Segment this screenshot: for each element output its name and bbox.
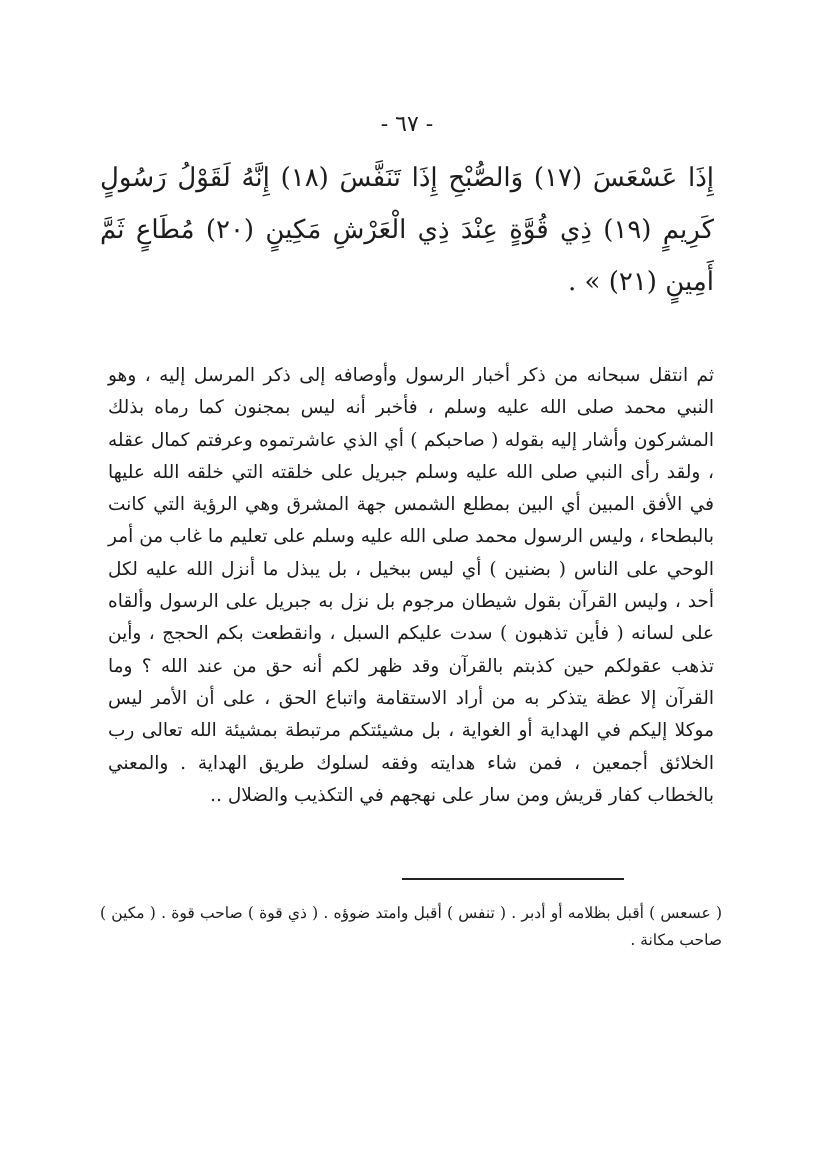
commentary-paragraph: ثم انتقل سبحانه من ذكر أخبار الرسول وأوصافه إلى ذكر المرسل إليه ، وهو النبي محمد صلى الله عليه وسلم ، فأخبر أنه ليس بمجنون كما رماه بذلك المشركون وأشار إليه بقوله ( صاحبكم ) أي الذي عاشرتموه وعرفتم كمال عقله ، ولقد رأى النبي صلى الله عليه وسلم جبريل على خلقته التي خلقه الله عليها في الأفق المبين أي البين بمطلع الشمس جهة المشرق وهي الرؤية التي كانت بالبطحاء ، وليس الرسول محمد صلى الله عليه وسلم على تعليم ما غاب من أمر الوحي على الناس ( بضنين ) أي ليس ببخيل ، بل يبذل ما أنزل الله عليه لكل أحد ، وليس القرآن بقول شيطان مرجوم بل نزل به جبريل على الرسول وألقاه على لسانه ( فأين تذهبون ) سدت عليكم السبل ، وانقطعت بكم الحجج ، وأين تذهب عقولكم حين كذبتم بالقرآن وقد ظهر لكم أنه حق من عند الله ؟ وما القرآن إلا عظة يتذكر به من أراد الاستقامة واتباع الحق ، على أن الأمر ليس موكلا إليكم في الهداية أو الغواية ، بل مشيئتكم مرتبطة بمشيئة الله تعالى رب الخلائق أجمعين ، فمن شاء هدايته وفقه لسلوك طريق الهداية . والمعني بالخطاب كفار قريش ومن سار على نهجهم في التكذيب والضلال .. xyxy=(108,365,714,806)
quran-verse: إِذَا عَسْعَسَ (١٧) وَالصُّبْحِ إِذَا تَنَفَّسَ (١٨) إِنَّهُ لَقَوْلُ رَسُولٍ كَرِيمٍ (١٩) ذِي قُوَّةٍ عِنْدَ ذِي الْعَرْشِ مَكِينٍ (٢٠) مُطَاعٍ ثَمَّ أَمِينٍ (٢١) » . xyxy=(100,163,715,297)
page-number: - ٦٧ - xyxy=(380,112,434,137)
footnote: ( عسعس ) أقبل بظلامه أو أدبر . ( تنفس ) أقبل وامتد ضوؤه . ( ذي قوة ) صاحب قوة . ( مكين ) صاحب مكانة . xyxy=(100,904,722,949)
footnote-divider xyxy=(402,878,624,880)
